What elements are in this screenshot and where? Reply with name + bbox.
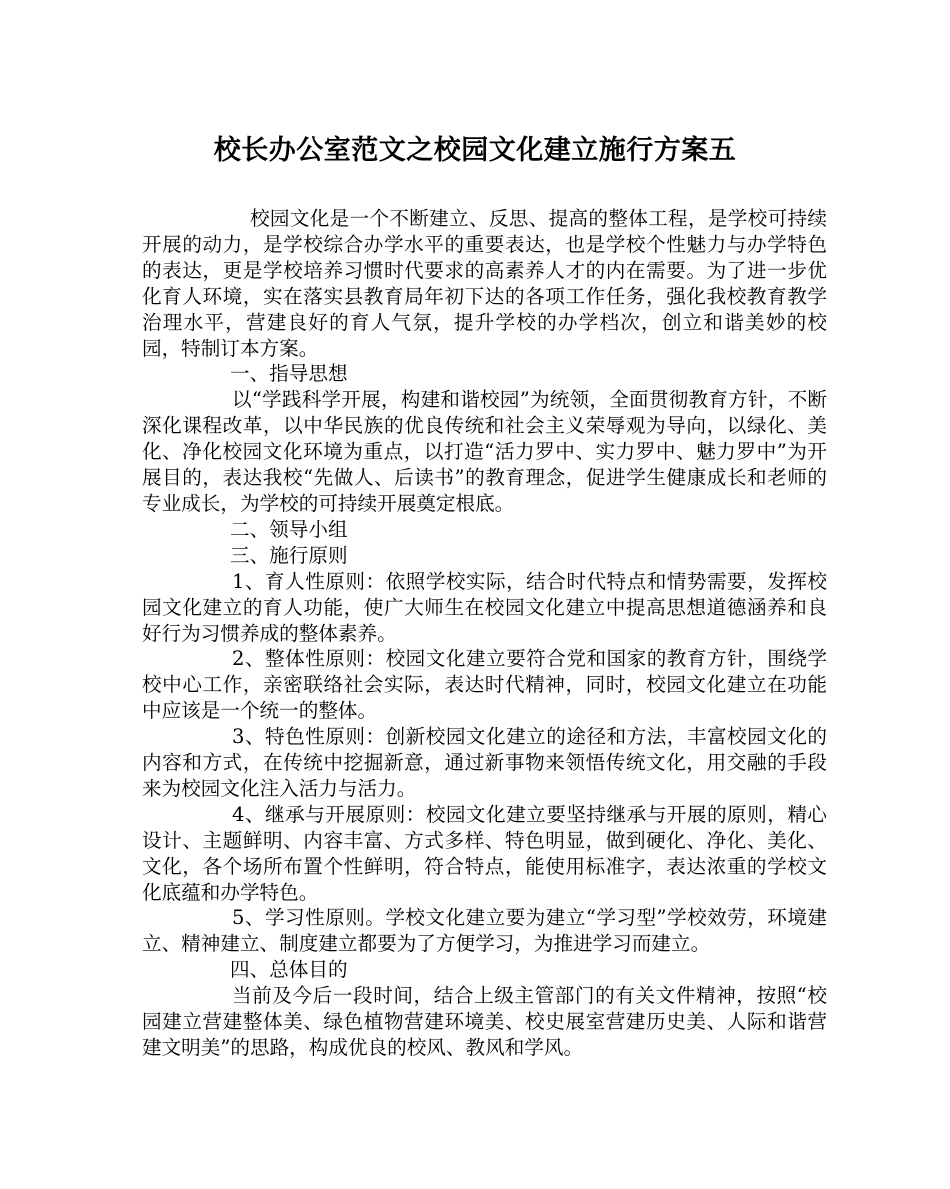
section-heading-leadership-group: 二、领导小组 xyxy=(230,517,348,541)
principle-paragraph-1: 1、育人性原则：依照学校实际，结合时代特点和情势需要，发挥校园文化建立的育人功能，使广大师生在校园文化建立中提高思想道德涵养和良好行为习惯养成的整体素养。 xyxy=(142,569,827,645)
document-body xyxy=(142,206,827,1061)
section-heading-guiding-ideology: 一、指导思想 xyxy=(230,362,348,386)
guiding-ideology-paragraph: 以“学践科学开展，构建和谐校园”为统领，全面贯彻教育方针，不断深化课程改革，以中华民族的优良传统和社会主义荣辱观为导向，以绿化、美化、净化校园文化环境为重点，以打造“活力罗中、实力罗中、魅力罗中”为开展目的，表达我校“先做人、后读书”的教育理念，促进学生健康成长和老师的专业成长，为学校的可持续开展奠定根底。 xyxy=(142,388,827,515)
principle-paragraph-3: 3、特色性原则：创新校园文化建立的途径和方法，丰富校园文化的内容和方式，在传统中挖掘新意，通过新事物来领悟传统文化，用交融的手段来为校园文化注入活力与活力。 xyxy=(142,725,827,800)
principle-paragraph-2: 2、整体性原则：校园文化建立要符合党和国家的教育方针，围绕学校中心工作，亲密联络社会实际，表达时代精神，同时，校园文化建立在功能中应该是一个统一的整体。 xyxy=(142,647,827,723)
intro-paragraph: 校园文化是一个不断建立、反思、提高的整体工程，是学校可持续开展的动力，是学校综合办学水平的重要表达，也是学校个性魅力与办学特色的表达，更是学校培养习惯时代要求的高素养人才的内在需要。为了进一步优化育人环境，实在落实县教育局年初下达的各项工作任务，强化我校教育教学治理水平，营建良好的育人气氛，提升学校的办学档次，创立和谐美妙的校园，特制订本方案。 xyxy=(142,207,827,360)
principle-paragraph-5: 5、学习性原则。学校文化建立要为建立“学习型”学校效劳，环境建立、精神建立、制度建立都要为了方便学习，为推进学习而建立。 xyxy=(142,906,827,956)
document-title: 校长办公室范文之校园文化建立施行方案五 xyxy=(213,135,737,166)
section-heading-overall-goal: 四、总体目的 xyxy=(230,958,348,982)
overall-goal-paragraph: 当前及今后一段时间，结合上级主管部门的有关文件精神，按照“校园建立营建整体美、绿色植物营建环境美、校史展室营建历史美、人际和谐营建文明美”的思路，构成优良的校风、教风和学风。 xyxy=(142,984,827,1059)
principle-paragraph-4: 4、继承与开展原则：校园文化建立要坚持继承与开展的原则，精心设计、主题鲜明、内容丰富、方式多样、特色明显，做到硬化、净化、美化、文化，各个场所布置个性鲜明，符合特点，能使用标准字，表达浓重的学校文化底蕴和办学特色。 xyxy=(142,802,827,904)
section-heading-principles: 三、施行原则 xyxy=(230,543,348,567)
